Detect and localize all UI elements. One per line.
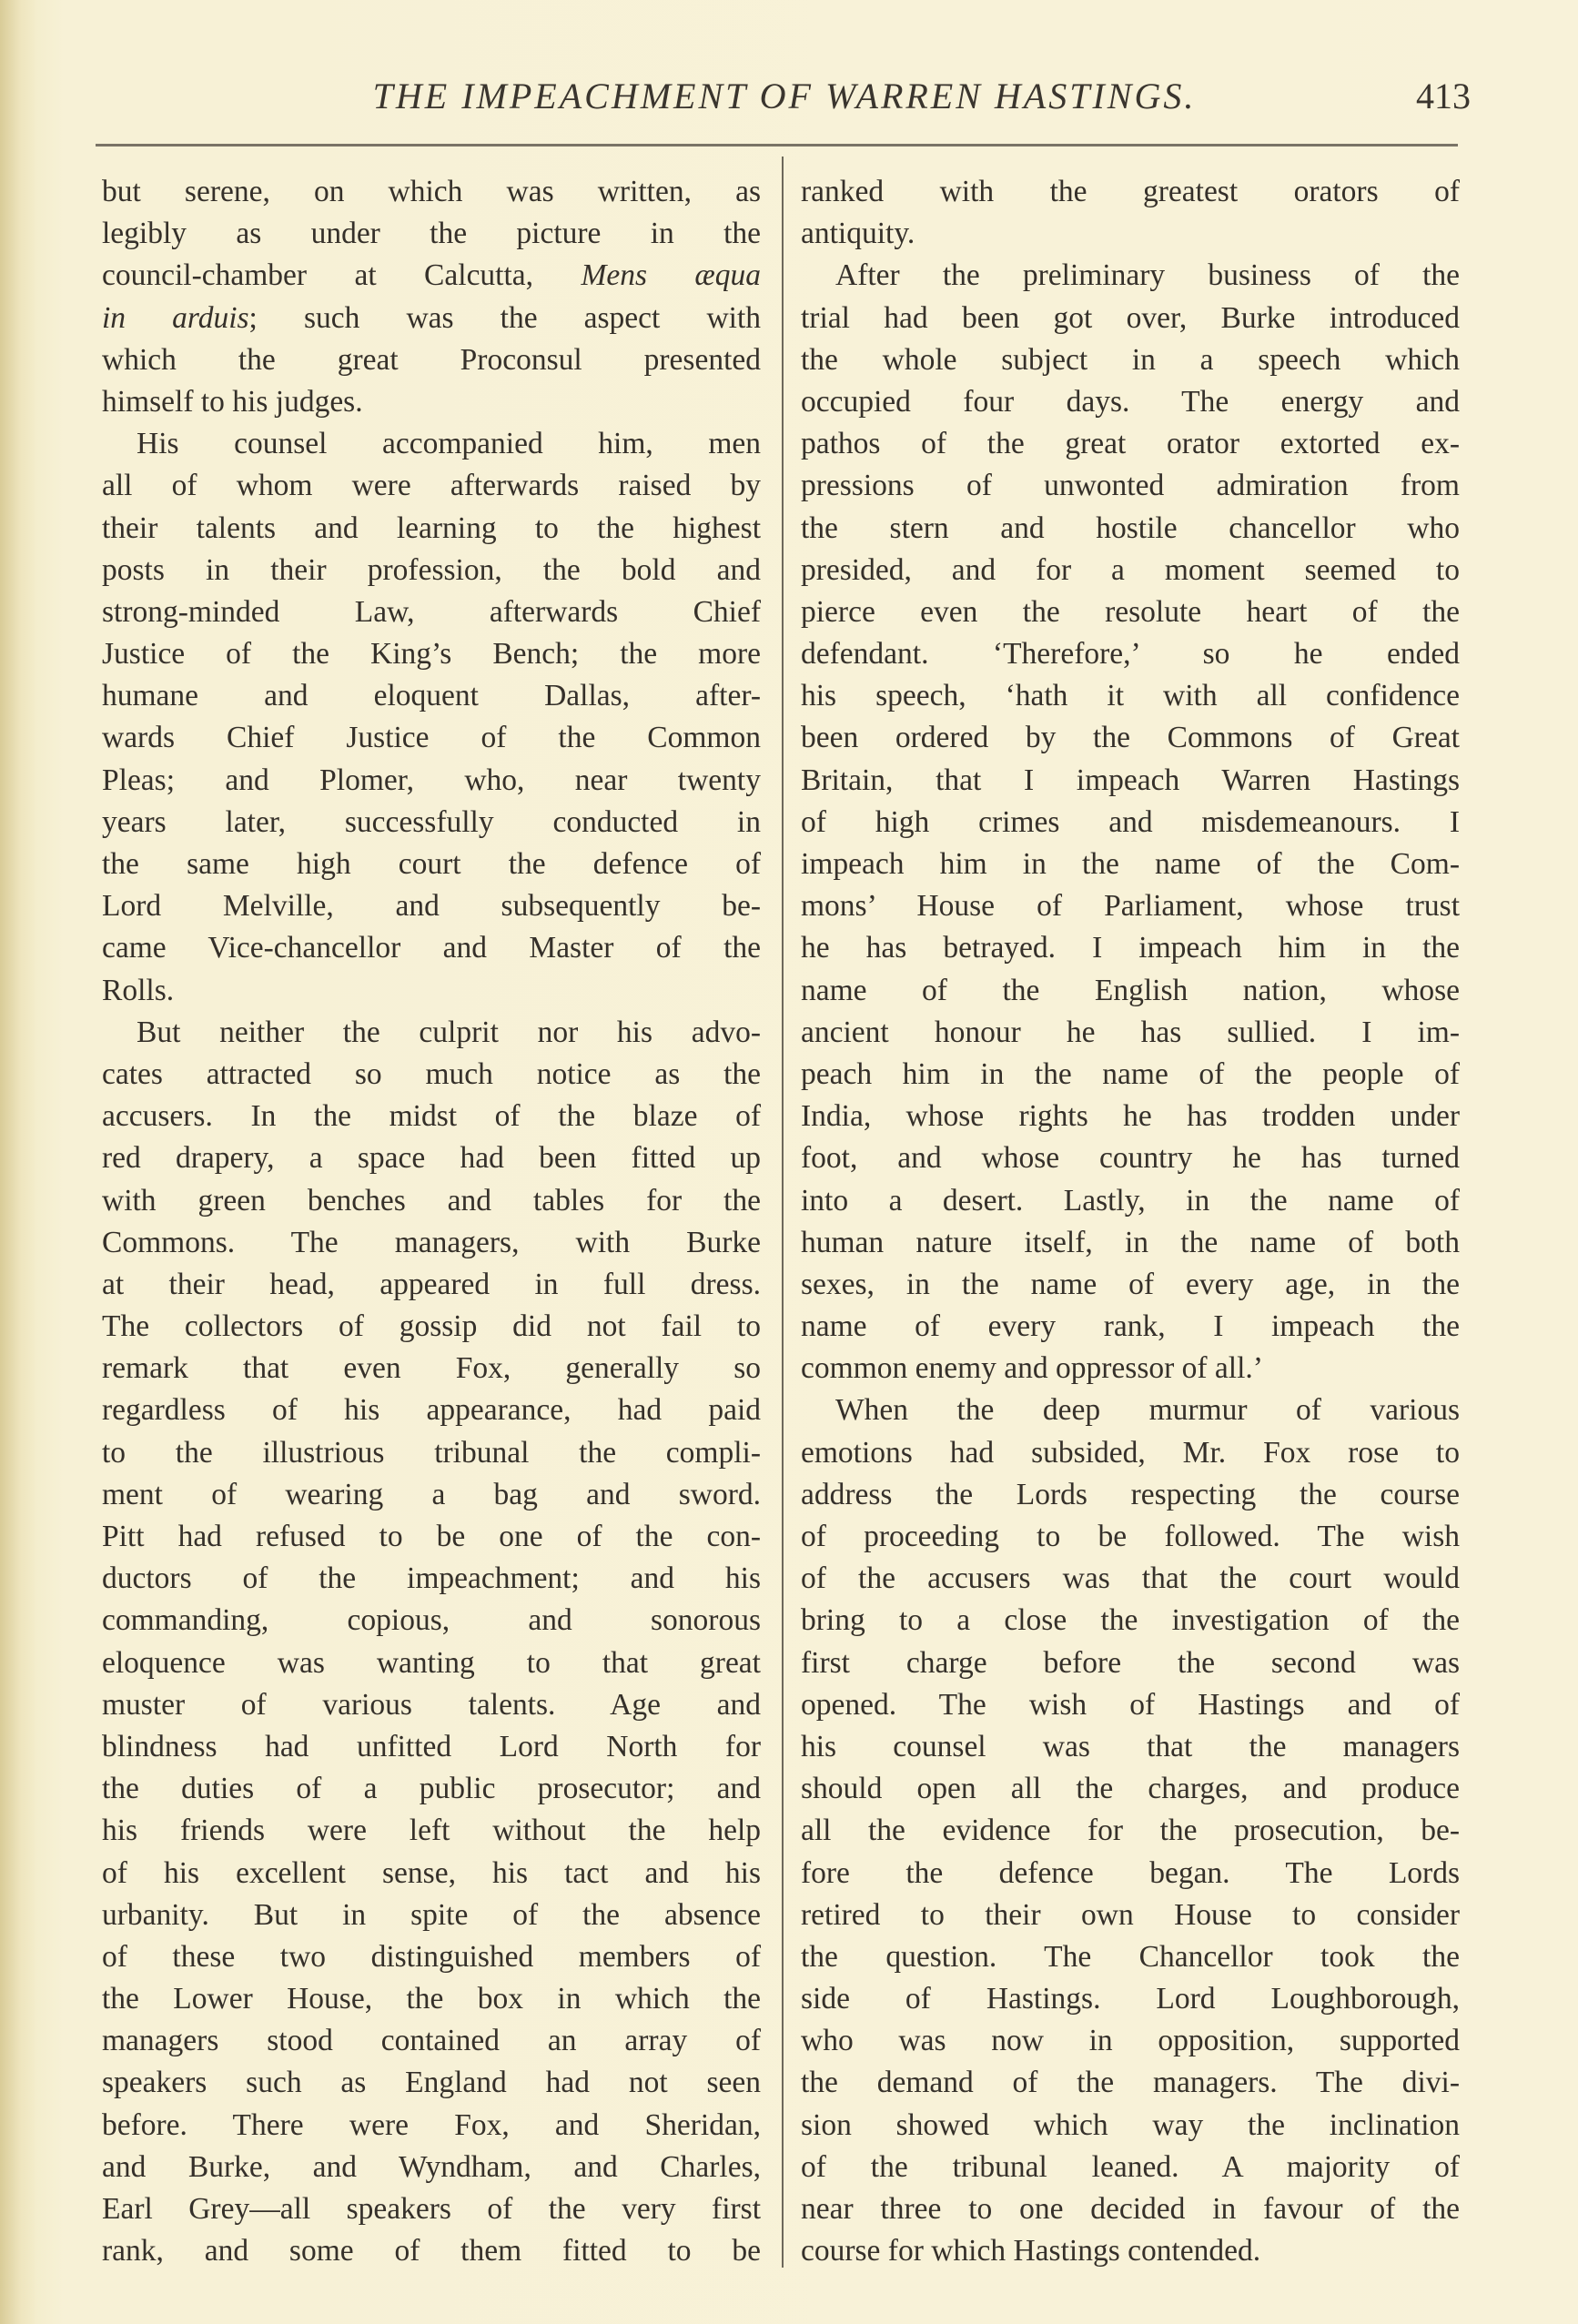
text-line: at their head, appeared in full dress. <box>102 1267 761 1301</box>
text-line: name of every rank, I impeach the <box>801 1309 1460 1344</box>
text-line: address the Lords respecting the course <box>801 1477 1460 1511</box>
italic-latin-phrase: in arduis <box>102 300 249 335</box>
text-segment: council-chamber at Calcutta, <box>102 258 582 293</box>
text-line: of the accusers was that the court would <box>801 1561 1460 1596</box>
text-line: bring to a close the investigation of the <box>801 1603 1460 1638</box>
paragraph <box>102 171 761 423</box>
text-line: Justice of the King’s Bench; the more <box>102 637 761 672</box>
text-line: who was now in opposition, supported <box>801 2024 1460 2058</box>
text-line: regardless of his appearance, had paid <box>102 1393 761 1428</box>
text-line: the same high court the defence of <box>102 847 761 881</box>
text-line: pressions of unwonted admiration from <box>801 469 1460 503</box>
column-divider <box>782 157 784 2268</box>
text-line: side of Hastings. Lord Loughborough, <box>801 1982 1460 2016</box>
text-line: posts in their profession, the bold and <box>102 552 761 587</box>
paragraph <box>801 171 1460 255</box>
text-line: mons’ House of Parliament, whose trust <box>801 889 1460 924</box>
text-line: The collectors of gossip did not fail to <box>102 1309 761 1344</box>
text-line: humane and eloquent Dallas, after- <box>102 679 761 713</box>
text-segment: ; such was the aspect with <box>248 300 761 335</box>
text-line: ranked with the greatest orators of <box>801 175 1460 208</box>
text-line: His counsel accompanied him, men <box>137 427 761 461</box>
text-line: Lord Melville, and subsequently be- <box>102 889 761 924</box>
text-line: pierce even the resolute heart of the <box>801 594 1460 629</box>
text-line: the stern and hostile chancellor who <box>801 510 1460 545</box>
text-line <box>102 298 761 339</box>
text-line: of his excellent sense, his tact and his <box>102 1855 761 1890</box>
text-line: pathos of the great orator extorted ex- <box>801 427 1460 461</box>
text-line: presided, and for a moment seemed to <box>801 552 1460 587</box>
text-line: human nature itself, in the name of both <box>801 1225 1460 1259</box>
text-line: Britain, that I impeach Warren Hastings <box>801 763 1460 797</box>
text-line: rank, and some of them fitted to be <box>102 2234 761 2268</box>
text-line: name of the English nation, whose <box>801 973 1460 1007</box>
right-column <box>801 171 1460 2272</box>
text-line: the whole subject in a speech which <box>801 342 1460 377</box>
text-line: their talents and learning to the highest <box>102 510 761 545</box>
text-line: years later, successfully conducted in <box>102 804 761 839</box>
text-line: his speech, ‘hath it with all confidence <box>801 679 1460 713</box>
text-line: Earl Grey—all speakers of the very first <box>102 2192 761 2226</box>
text-line: India, whose rights he has trodden under <box>801 1099 1460 1134</box>
text-line: urbanity. But in spite of the absence <box>102 1897 761 1932</box>
text-line: speakers such as England had not seen <box>102 2066 761 2100</box>
text-line: himself to his judges. <box>102 384 363 419</box>
text-line: ductors of the impeachment; and his <box>102 1561 761 1596</box>
text-line: course for which Hastings contended. <box>801 2234 1261 2268</box>
text-line: Pleas; and Plomer, who, near twenty <box>102 763 761 797</box>
text-line: all the evidence for the prosecution, be- <box>801 1814 1460 1848</box>
text-line: Rolls. <box>102 973 175 1007</box>
text-line: before. There were Fox, and Sheridan, <box>102 2107 761 2142</box>
text-line: the duties of a public prosecutor; and <box>102 1772 761 1806</box>
text-line: ancient honour he has sullied. I im- <box>801 1015 1460 1049</box>
page-fold-shadow <box>0 0 36 2324</box>
text-line: When the deep murmur of various <box>835 1393 1460 1428</box>
text-line: into a desert. Lastly, in the name of <box>801 1183 1460 1218</box>
text-line: but serene, on which was written, as <box>102 175 761 208</box>
text-line: But neither the culprit nor his advo- <box>137 1015 761 1049</box>
text-line: his friends were left without the help <box>102 1814 761 1848</box>
text-line: red drapery, a space had been fitted up <box>102 1141 761 1176</box>
text-line: peach him in the name of the people of <box>801 1056 1460 1091</box>
text-line: eloquence was wanting to that great <box>102 1645 761 1680</box>
header-rule <box>96 144 1458 147</box>
text-line: emotions had subsided, Mr. Fox rose to <box>801 1435 1460 1470</box>
text-line: the question. The Chancellor took the <box>801 1939 1460 1974</box>
text-line: should open all the charges, and produce <box>801 1772 1460 1806</box>
text-line: common enemy and oppressor of all.’ <box>801 1351 1263 1386</box>
paragraph <box>801 1389 1460 2272</box>
text-line: of proceeding to be followed. The wish <box>801 1520 1460 1553</box>
text-line: ment of wearing a bag and sword. <box>102 1477 761 1511</box>
text-line: foot, and whose country he has turned <box>801 1141 1460 1176</box>
text-line: antiquity. <box>801 217 915 251</box>
text-line: legibly as under the picture in the <box>102 217 761 251</box>
text-line: of high crimes and misdemeanours. I <box>801 804 1460 839</box>
text-line: wards Chief Justice of the Common <box>102 721 761 755</box>
text-line: which the great Proconsul presented <box>102 342 761 377</box>
running-header-title: THE IMPEACHMENT OF WARREN HASTINGS. <box>372 76 1197 116</box>
text-line: blindness had unfitted Lord North for <box>102 1729 761 1763</box>
text-line: After the preliminary business of the <box>835 258 1460 293</box>
left-column <box>102 171 761 2272</box>
text-line: sion showed which way the inclination <box>801 2107 1460 2142</box>
text-line: cates attracted so much notice as the <box>102 1056 761 1091</box>
text-line: accusers. In the midst of the blaze of <box>102 1099 761 1134</box>
paragraph <box>801 255 1460 1389</box>
text-line: his counsel was that the managers <box>801 1729 1460 1763</box>
text-line: of the tribunal leaned. A majority of <box>801 2149 1460 2184</box>
text-line <box>102 255 761 297</box>
text-line: he has betrayed. I impeach him in the <box>801 931 1460 965</box>
text-line: the Lower House, the box in which the <box>102 1982 761 2016</box>
text-line: commanding, copious, and sonorous <box>102 1603 761 1638</box>
text-line: trial had been got over, Burke introduced <box>801 300 1460 335</box>
text-line: strong-minded Law, afterwards Chief <box>102 594 761 629</box>
text-line: fore the defence began. The Lords <box>801 1855 1460 1890</box>
text-line: near three to one decided in favour of the <box>801 2192 1460 2226</box>
paragraph <box>102 1012 761 2273</box>
paragraph <box>102 423 761 1012</box>
text-line: sexes, in the name of every age, in the <box>801 1267 1460 1301</box>
text-line: managers stood contained an array of <box>102 2024 761 2058</box>
text-line: first charge before the second was <box>801 1645 1460 1680</box>
text-line: muster of various talents. Age and <box>102 1687 761 1722</box>
text-line: occupied four days. The energy and <box>801 384 1460 419</box>
text-line: all of whom were afterwards raised by <box>102 469 761 503</box>
text-line: came Vice-chancellor and Master of the <box>102 931 761 965</box>
text-line: to the illustrious tribunal the compli- <box>102 1435 761 1470</box>
text-line: been ordered by the Commons of Great <box>801 721 1460 755</box>
text-line: of these two distinguished members of <box>102 1939 761 1974</box>
text-line: Pitt had refused to be one of the con- <box>102 1520 761 1553</box>
text-line: the demand of the managers. The divi- <box>801 2066 1460 2100</box>
text-line: with green benches and tables for the <box>102 1183 761 1218</box>
text-line: remark that even Fox, generally so <box>102 1351 761 1386</box>
page-number: 413 <box>1416 76 1471 116</box>
text-line: impeach him in the name of the Com- <box>801 847 1460 881</box>
text-line: retired to their own House to consider <box>801 1897 1460 1932</box>
text-line: defendant. ‘Therefore,’ so he ended <box>801 637 1460 672</box>
text-line: Commons. The managers, with Burke <box>102 1225 761 1259</box>
text-line: and Burke, and Wyndham, and Charles, <box>102 2149 761 2184</box>
italic-latin-phrase: Mens æqua <box>581 258 761 293</box>
text-line: opened. The wish of Hastings and of <box>801 1687 1460 1722</box>
